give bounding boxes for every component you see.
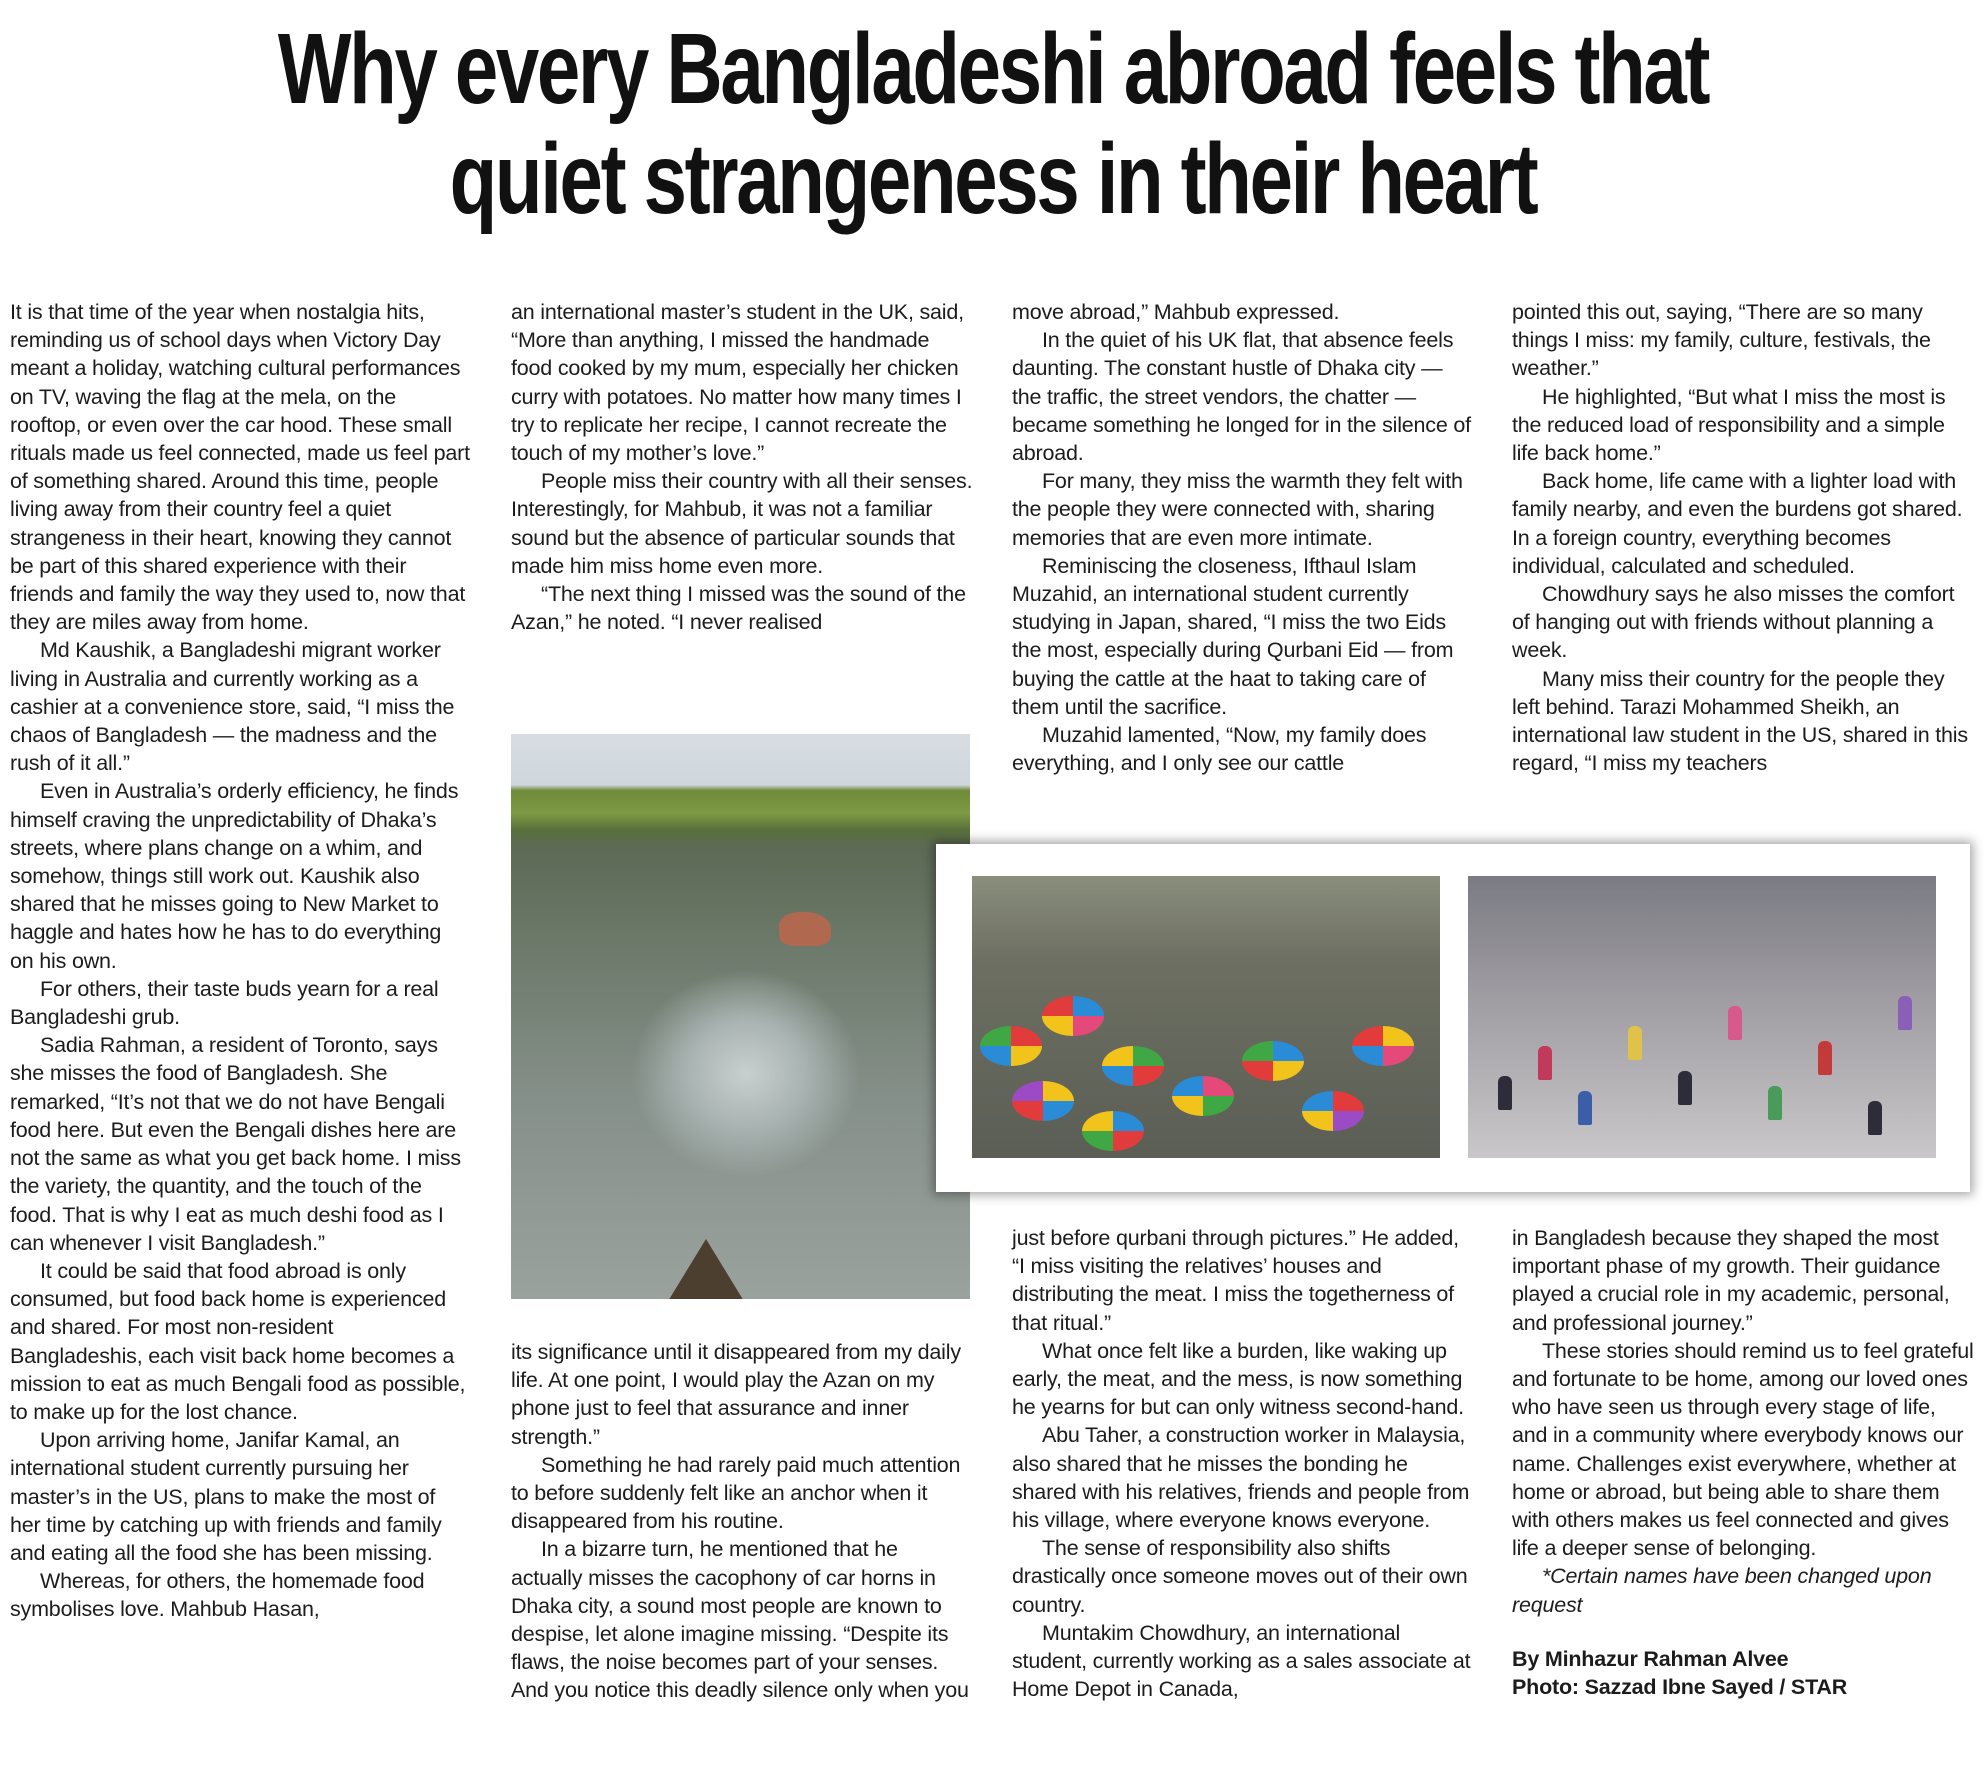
paragraph: Something he had rarely paid much attention to before suddenly felt like an anchor when it disappeared from his routine. [511,1452,961,1534]
crowded-mall-photo [1468,876,1936,1158]
headline: Why every Bangladeshi abroad feels that quiet strangeness in their heart [277,13,1709,235]
paragraph: In a bizarre turn, he mentioned that he actually misses the cacophony of car horns in Dhaka city, a sound most people are known to despise, let alone imagine missing. “Despite its flaws, the noise becomes part of your senses. And you notice this deadly silence only when you [511,1537,969,1703]
umbrella [1352,1026,1414,1066]
column-4-bottom [1512,1224,1976,1701]
paragraph: For many, they miss the warmth they felt with the people they were connected with, sharing memories that are even more intimate. [1012,469,1463,550]
shopper [1818,1041,1832,1075]
shopper [1498,1076,1512,1110]
paragraph: in Bangladesh because they shaped the most important phase of my growth. Their guidance played a crucial role in my academic, personal, and professional journey.” [1512,1226,1950,1335]
editor-note: *Certain names have been changed upon request [1512,1564,1932,1617]
umbrella [1012,1081,1074,1121]
paragraph: Md Kaushik, a Bangladeshi migrant worker living in Australia and currently working as a cashier at a convenience store, said, “I miss the chaos of Bangladesh — the madness and the rush of it all.” [10,638,455,776]
column-2-top [511,298,973,636]
paragraph: The sense of responsibility also shifts drastically once someone moves out of their own country. [1012,1536,1468,1617]
boat-bow [651,1239,761,1299]
paragraph: Muntakim Chowdhury, an international student, currently working as a sales associate at Home Depot in Canada, [1012,1620,1471,1702]
water-ripple [631,969,861,1179]
shopper [1868,1101,1882,1135]
paragraph: Chowdhury says he also misses the comfort of hanging out with friends without planning a week. [1512,582,1955,663]
photo-credit: Photo: Sazzad Ibne Sayed / STAR [1512,1675,1848,1700]
shopper [1578,1091,1592,1125]
paragraph: pointed this out, saying, “There are so many things I miss: my family, culture, festivals, the weather.” [1512,300,1931,381]
swimmer [779,912,831,946]
paragraph: People miss their country with all their senses. Interestingly, for Mahbub, it was not a familiar sound but the absence of particular sounds that made him miss home even more. [511,469,973,578]
paragraph: Muzahid lamented, “Now, my family does everything, and I only see our cattle [1012,723,1427,776]
column-3-top [1012,298,1474,777]
shopper [1628,1026,1642,1060]
paragraph: In the quiet of his UK flat, that absence feels daunting. The constant hustle of Dhaka city — the traffic, the street vendors, the chatter — became something he longed for in the silence of abroad. [1012,328,1471,466]
shopper [1678,1071,1692,1105]
paragraph: Upon arriving home, Janifar Kamal, an international student currently pursuing her master’s in the US, plans to make the most of her time by catching up with friends and family and eating all the food she has been missing. [10,1428,442,1565]
shopper [1728,1006,1742,1040]
paragraph: its significance until it disappeared from my daily life. At one point, I would play the Azan on my phone just to feel that assurance and inner strength.” [511,1340,961,1449]
paragraph: Abu Taher, a construction worker in Malaysia, also shared that he misses the bonding he shared with his relatives, friends and people from his village, where everyone knows everyone. [1012,1423,1470,1533]
paragraph: just before qurbani through pictures.” He added, “I miss visiting the relatives’ houses and distributing the meat. I miss the togetherness of that ritual.” [1012,1226,1459,1335]
paragraph: Reminiscing the closeness, Ifthaul Islam Muzahid, an international student currently studying in Japan, shared, “I miss the two Eids the most, especially during Qurbani Eid — from buying the cattle at the haat to taking care of them until the sacrifice. [1012,553,1454,719]
market-umbrellas-photo [972,876,1440,1158]
umbrella [1172,1076,1234,1116]
shopper [1898,996,1912,1030]
paragraph: It is that time of the year when nostalgia hits, reminding us of school days when Victory Day meant a holiday, watching cultural performances on TV, waving the flag at the mela, on the rooftop, or even over the car hood. These small rituals made us feel connected, made us feel part of something shared. Around this time, people living away from their country feel a quiet strangeness in their heart, knowing they cannot be part of this shared experience with their friends and family the way they used to, now that they are miles away from home. [10,300,470,635]
umbrella [1102,1046,1164,1086]
column-1 [10,298,470,1624]
paragraph: These stories should remind us to feel grateful and fortunate to be home, among our loved ones who have seen us through every stage of life, and in a community where everybody knows our name. Challenges exist everywhere, whether at home or abroad, but being able to share them with others makes us feel connected and gives life a deeper sense of belonging. [1512,1338,1974,1561]
shopper [1538,1046,1552,1080]
paragraph: Even in Australia’s orderly efficiency, he finds himself craving the unpredictability of Dhaka’s streets, where plans change on a whim, and somehow, things still work out. Kaushik also shared that he misses going to New Market to haggle and hates how he has to do everything on his own. [10,779,459,973]
shopper [1768,1086,1782,1120]
paragraph: Back home, life came with a lighter load with family nearby, and even the burdens got shared. In a foreign country, everything becomes individual, calculated and scheduled. [1512,469,1963,578]
river-swimmer-photo [511,734,970,1299]
paragraph: Whereas, for others, the homemade food symbolises love. Mahbub Hasan, [10,1569,425,1622]
paragraph: For others, their taste buds yearn for a real Bangladeshi grub. [10,976,439,1030]
paragraph: It could be said that food abroad is only consumed, but food back home is experienced and shared. For most non-resident Bangladeshis, each visit back home becomes a mission to eat as much Bengali food as possible, to make up for the lost chance. [10,1258,466,1424]
umbrella [1302,1091,1364,1131]
paragraph: move abroad,” Mahbub expressed. [1012,300,1340,324]
column-4-top [1512,298,1976,777]
byline: By Minhazur Rahman Alvee [1512,1646,1789,1671]
paragraph: “The next thing I missed was the sound of the Azan,” he noted. “I never realised [511,582,966,635]
paragraph: Sadia Rahman, a resident of Toronto, says she misses the food of Bangladesh. She remarked, “It’s not that we do not have Bengali food here. But even the Bengali dishes here are not the same as what you get back home. I miss the variety, the quantity, and the touch of the food. That is why I eat as much deshi food as I can whenever I visit Bangladesh.” [10,1033,461,1255]
umbrella [1082,1111,1144,1151]
paragraph: He highlighted, “But what I miss the most is the reduced load of responsibility and a simple life back home.” [1512,384,1946,466]
paragraph: an international master’s student in the UK, said, “More than anything, I missed the handmade food cooked by my mum, especially her chicken curry with potatoes. No matter how many times I try to replicate her recipe, I cannot recreate the touch of my mother’s love.” [511,300,964,466]
column-3-bottom [1012,1224,1474,1703]
paragraph: What once felt like a burden, like waking up early, the meat, and the mess, is now something he yearns for but can only witness second-hand. [1012,1338,1464,1420]
photo-frame [936,844,1970,1192]
umbrella [1042,996,1104,1036]
column-2-bottom [511,1338,973,1705]
umbrella [1242,1041,1304,1081]
paragraph: Many miss their country for the people they left behind. Tarazi Mohammed Sheikh, an international law student in the US, shared in this regard, “I miss my teachers [1512,666,1968,776]
umbrella [980,1026,1042,1066]
